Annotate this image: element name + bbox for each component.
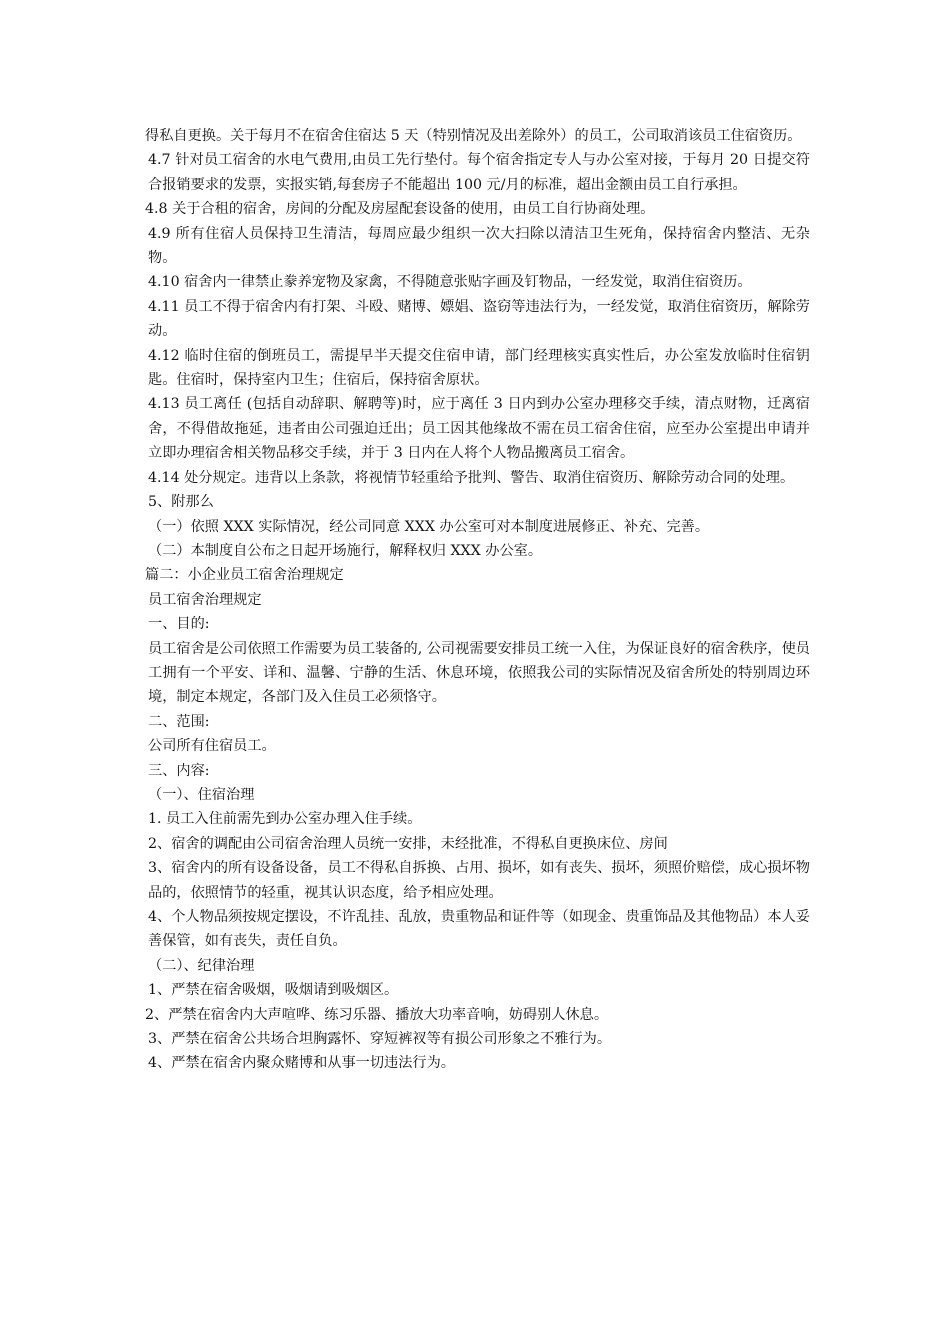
scope-heading: 二、范围: bbox=[148, 713, 210, 730]
discipline-heading: （二）、纪律治理 bbox=[148, 957, 255, 974]
accommodation-item-4: 4、个人物品须按规定摆设，不许乱挂、乱放，贵重物品和证件等（如现金、贵重饰品及其他物品）本人妥善保管，如有丧失，责任自负。 bbox=[148, 909, 810, 950]
paragraph-continuation: 得私自更换。关于每月不在宿舍住宿达 5 天（特别情况及出差除外）的员工，公司取消该员工住宿资历。 bbox=[145, 128, 802, 144]
regulation-title: 员工宿舍治理规定 bbox=[148, 591, 262, 608]
paragraph-4-12: 4.12 临时住宿的倒班员工，需提早半天提交住宿申请，部门经理核实真实性后，办公室发放临时住宿钥匙。住宿时，保持室内卫生；住宿后，保持宿舍原状。 bbox=[148, 347, 810, 389]
paragraph-4-7: 4.7 针对员工宿舍的水电气费用,由员工先行垫付。每个宿舍指定专人与办公室对接，于每月 20 日提交符合报销要求的发票，实报实销,每套房子不能超出 100 元/月的标准，超出金额由员工自行承担。 bbox=[148, 152, 810, 193]
content-heading: 三、内容: bbox=[148, 762, 210, 779]
paragraph-4-11: 4.11 员工不得于宿舍内有打架、斗殴、赌博、嫖娼、盗窃等违法行为，一经发觉，取消住宿资历，解除劳动。 bbox=[148, 298, 810, 340]
part-two-title: 篇二：小企业员工宿舍治理规定 bbox=[145, 567, 344, 584]
scope-text: 公司所有住宿员工。 bbox=[148, 738, 276, 755]
accommodation-heading: （一）、住宿治理 bbox=[148, 786, 255, 803]
paragraph-4-10: 4.10 宿舍内一律禁止豢养宠物及家禽，不得随意张贴字画及钉物品，一经发觉，取消住宿资历。 bbox=[148, 274, 752, 291]
appendix-item-1: （一）依照 XXX 实际情况，经公司同意 XXX 办公室可对本制度进展修正、补充、完善。 bbox=[148, 518, 710, 535]
accommodation-item-1: 1. 员工入住前需先到办公室办理入住手续。 bbox=[148, 811, 422, 828]
purpose-heading: 一、目的: bbox=[148, 616, 210, 633]
discipline-item-1: 1、严禁在宿舍吸烟，吸烟请到吸烟区。 bbox=[148, 982, 399, 999]
document-body bbox=[145, 124, 810, 1076]
purpose-text: 员工宿舍是公司依照工作需要为员工装备的, 公司视需要安排员工统一入住，为保证良好的宿舍秩序，使员工拥有一个平安、详和、温馨、宁静的生活、休息环境，依照我公司的实际情况及宿舍所处的特别周边环境，制定本规定，各部门及入住员工必须恪守。 bbox=[148, 640, 810, 706]
paragraph-4-8: 4.8 关于合租的宿舍，房间的分配及房屋配套设备的使用，由员工自行协商处理。 bbox=[145, 201, 655, 218]
appendix-item-2: （二）本制度自公布之日起开场施行，解释权归 XXX 办公室。 bbox=[148, 542, 543, 559]
accommodation-item-2: 2、宿舍的调配由公司宿舍治理人员统一安排，未经批准，不得私自更换床位、房间 bbox=[148, 835, 668, 852]
discipline-item-3: 3、严禁在宿舍公共场合坦胸露怀、穿短裤衩等有损公司形象之不雅行为。 bbox=[148, 1031, 612, 1048]
discipline-item-2: 2、严禁在宿舍内大声喧哗、练习乐器、播放大功率音响，妨碍别人休息。 bbox=[145, 1006, 609, 1023]
section-5-heading: 5、附那么 bbox=[148, 494, 214, 511]
discipline-item-4: 4、严禁在宿舍内聚众赌博和从事一切违法行为。 bbox=[148, 1055, 455, 1072]
paragraph-4-14: 4.14 处分规定。违背以上条款，将视情节轻重给予批判、警告、取消住宿资历、解除劳动合同的处理。 bbox=[148, 469, 795, 486]
accommodation-item-3: 3、宿舍内的所有设备设备，员工不得私自拆换、占用、损坏，如有丧失、损坏，须照价赔偿，成心损坏物品的，依照情节的轻重，视其认识态度，给予相应处理。 bbox=[148, 860, 810, 901]
paragraph-4-9: 4.9 所有住宿人员保持卫生清洁，每周应最少组织一次大扫除以清洁卫生死角，保持宿舍内整洁、无杂物。 bbox=[148, 225, 810, 267]
paragraph-4-13: 4.13 员工离任 (包括自动辞职、解聘等)时，应于离任 3 日内到办公室办理移交手续，清点财物，迁离宿舍，不得借故拖延，违者由公司强迫迁出；员工因其他缘故不需在员工宿舍住宿，应至办公室提出申请并立即办理宿舍相关物品移交手续，并于 3 日内在人将个人物品搬离员工宿舍。 bbox=[148, 396, 810, 462]
